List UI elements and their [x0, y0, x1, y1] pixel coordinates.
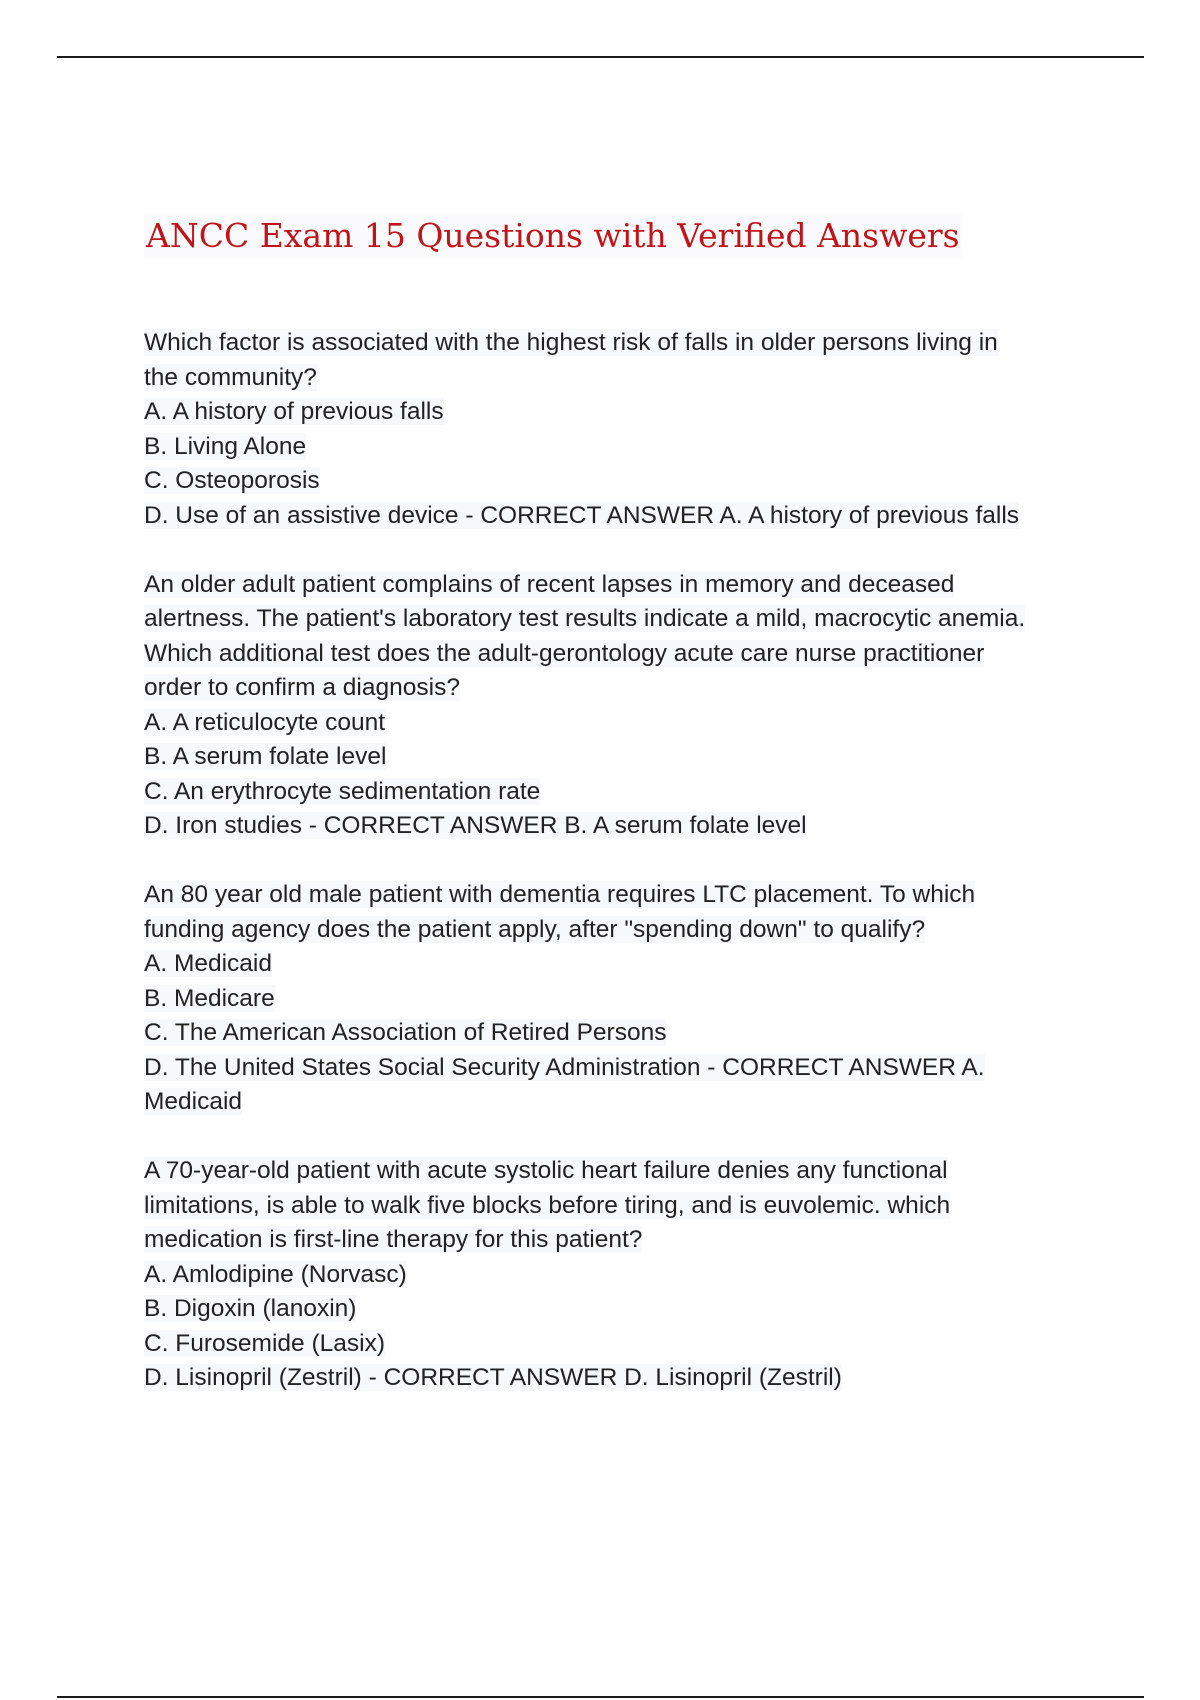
question-3-option: C. The American Association of Retired Persons — [144, 1019, 667, 1046]
question-block-2 — [144, 568, 1104, 844]
question-4-line: A 70-year-old patient with acute systolic heart failure denies any functional — [144, 1157, 948, 1184]
question-1-line: the community? — [144, 363, 317, 391]
question-4-option: B. Digoxin (lanoxin) — [144, 1295, 357, 1322]
question-3-answer: D. The United States Social Security Administration - CORRECT ANSWER A. — [144, 1053, 985, 1081]
question-block-3 — [144, 878, 1104, 1120]
header-rule — [57, 56, 1144, 58]
question-3-option: B. Medicare — [144, 984, 275, 1012]
question-1-option: A. A history of previous falls — [144, 398, 444, 425]
question-3-answer: Medicaid — [144, 1088, 243, 1115]
question-3-line: An 80 year old male patient with dementia requires LTC placement. To which — [144, 881, 976, 908]
question-1-option: C. Osteoporosis — [144, 467, 320, 494]
footer-rule — [57, 1696, 1144, 1698]
question-2-option: A. A reticulocyte count — [144, 708, 386, 736]
question-4-line: medication is first-line therapy for this patient? — [144, 1226, 643, 1253]
question-block-1 — [144, 326, 1104, 533]
question-1-answer: D. Use of an assistive device - CORRECT ANSWER A. A history of previous falls — [144, 501, 1020, 529]
question-2-answer: D. Iron studies - CORRECT ANSWER B. A serum folate level — [144, 812, 807, 839]
question-2-option: C. An erythrocyte sedimentation rate — [144, 777, 541, 805]
question-list — [144, 326, 1104, 1430]
question-4-option: C. Furosemide (Lasix) — [144, 1329, 385, 1357]
question-2-line: Which additional test does the adult-gerontology acute care nurse practitioner — [144, 639, 985, 667]
question-4-option: A. Amlodipine (Norvasc) — [144, 1260, 407, 1288]
question-1-option: B. Living Alone — [144, 432, 307, 460]
question-2-line: An older adult patient complains of recent lapses in memory and deceased — [144, 570, 955, 598]
question-2-option: B. A serum folate level — [144, 743, 387, 770]
document-title: ANCC Exam 15 Questions with Verified Answers — [144, 214, 962, 258]
question-3-line: funding agency does the patient apply, after "spending down" to qualify? — [144, 915, 926, 943]
question-3-option: A. Medicaid — [144, 950, 273, 977]
question-block-4 — [144, 1154, 1104, 1396]
question-4-answer: D. Lisinopril (Zestril) - CORRECT ANSWER D. Lisinopril (Zestril) — [144, 1364, 842, 1391]
question-2-line: alertness. The patient's laboratory test results indicate a mild, macrocytic anemia. — [144, 605, 1026, 632]
question-4-line: limitations, is able to walk five blocks before tiring, and is euvolemic. which — [144, 1191, 951, 1219]
question-1-line: Which factor is associated with the highest risk of falls in older persons living in — [144, 329, 998, 356]
question-2-line: order to confirm a diagnosis? — [144, 674, 460, 701]
